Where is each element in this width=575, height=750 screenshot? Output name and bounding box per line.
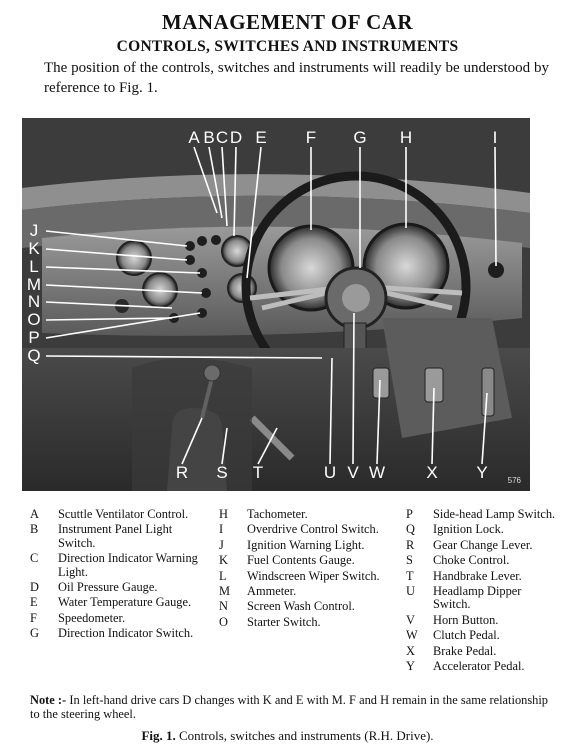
legend-text: Direction Indicator Switch.	[58, 626, 194, 641]
legend-item	[219, 616, 387, 629]
legend-text: Accelerator Pedal.	[433, 659, 525, 674]
legend-text: Speedometer.	[58, 610, 126, 625]
legend-key: E	[30, 595, 38, 610]
legend-text: Choke Control.	[433, 553, 510, 568]
legend-key: M	[219, 584, 231, 599]
top-callout-i: I	[492, 128, 498, 147]
legend-text: Water Temperature Gauge.	[58, 595, 192, 610]
legend-item	[30, 523, 200, 550]
legend-text: Instrument Panel Light Switch.	[58, 522, 173, 550]
left-callout-l: L	[29, 257, 39, 276]
intro-text: The position of the controls, switches and instruments will readily be understood by reference to Fig. 1.	[44, 60, 549, 96]
figure-caption	[0, 728, 575, 744]
caption-label: Fig. 1.	[141, 728, 176, 743]
legend-key: L	[219, 568, 227, 583]
legend-item	[406, 539, 556, 552]
top-callout-f: F	[305, 128, 317, 147]
legend-column-2	[219, 508, 387, 631]
note-label: Note :-	[30, 693, 67, 707]
top-leader-line	[495, 147, 496, 266]
legend-key: B	[30, 522, 39, 537]
legend-text: Ammeter.	[247, 584, 297, 599]
legend-item	[30, 627, 200, 640]
legend-text: Fuel Contents Gauge.	[247, 553, 355, 568]
legend-item	[219, 600, 387, 613]
legend-item	[30, 612, 200, 625]
legend-key: J	[219, 537, 224, 552]
legend-item	[30, 508, 200, 521]
legend-text: Headlamp Dipper Switch.	[433, 584, 522, 612]
legend-item	[406, 570, 556, 583]
legend-key: I	[219, 522, 224, 537]
legend-text: Clutch Pedal.	[433, 628, 500, 643]
bottom-callout-t: T	[252, 463, 264, 482]
legend-item	[219, 570, 387, 583]
legend-item	[406, 645, 556, 658]
legend-key: R	[406, 537, 415, 552]
legend-item	[406, 523, 556, 536]
legend-item	[219, 508, 387, 521]
bottom-callout-u: U	[323, 463, 337, 482]
legend-item	[219, 523, 387, 536]
legend-text: Gear Change Lever.	[433, 537, 533, 552]
legend-item	[406, 660, 556, 673]
legend-column-3	[406, 508, 556, 675]
legend-item	[219, 585, 387, 598]
legend-item	[406, 614, 556, 627]
top-callout-c: C	[215, 128, 229, 147]
legend-text: Screen Wash Control.	[247, 599, 355, 614]
legend-text: Starter Switch.	[247, 614, 321, 629]
legend-item	[406, 554, 556, 567]
note-paragraph	[30, 693, 548, 721]
legend-key: P	[406, 507, 413, 521]
legend-item	[406, 585, 556, 612]
dashboard-illustration	[22, 118, 530, 491]
legend-text: Side-head Lamp Switch.	[433, 507, 556, 521]
bottom-callout-r: R	[175, 463, 189, 482]
legend-key: Q	[406, 522, 415, 537]
plate-number: 576	[507, 476, 521, 485]
section-subtitle: CONTROLS, SWITCHES AND INSTRUMENTS	[116, 38, 459, 55]
dashboard-photo	[22, 118, 530, 491]
bottom-leader-line	[353, 313, 354, 464]
legend-key: A	[30, 507, 39, 521]
bottom-callout-x: X	[426, 463, 438, 482]
top-callout-g: G	[353, 128, 367, 147]
legend-text: Handbrake Lever.	[433, 568, 522, 583]
legend-item	[30, 552, 200, 579]
top-callout-e: E	[255, 128, 267, 147]
legend-column-1	[30, 508, 200, 643]
intro-paragraph	[44, 58, 549, 98]
left-callout-k: K	[28, 239, 40, 258]
legend-key: F	[30, 610, 37, 625]
legend-text: Tachometer.	[247, 507, 308, 521]
left-callout-o: O	[27, 310, 41, 329]
legend-text: Ignition Lock.	[433, 522, 504, 537]
left-callout-n: N	[27, 292, 41, 311]
top-callout-h: H	[399, 128, 413, 147]
legend-key: K	[219, 553, 228, 568]
left-callout-p: P	[28, 328, 40, 347]
page-title: MANAGEMENT OF CAR	[161, 10, 414, 34]
legend-key: V	[406, 612, 415, 627]
top-callout-a: A	[188, 128, 200, 147]
legend-key: G	[30, 626, 39, 641]
legend-key: N	[219, 599, 228, 614]
legend-key: W	[406, 628, 418, 643]
top-callout-d: D	[229, 128, 243, 147]
legend-key: C	[30, 551, 39, 566]
legend-text: Overdrive Control Switch.	[247, 522, 379, 537]
legend-key: D	[30, 580, 39, 595]
bottom-callout-s: S	[216, 463, 228, 482]
left-callout-q: Q	[27, 346, 41, 365]
legend-text: Windscreen Wiper Switch.	[247, 568, 380, 583]
legend-item	[406, 629, 556, 642]
legend-key: S	[406, 553, 413, 568]
legend-key: Y	[406, 659, 415, 674]
left-callout-m: M	[26, 275, 42, 294]
legend-text: Scuttle Ventilator Control.	[58, 507, 189, 521]
bottom-callout-v: V	[347, 463, 359, 482]
legend-item	[219, 539, 387, 552]
note-text: In left-hand drive cars D changes with K and E with M. F and H remain in the same relationship to the steering wheel.	[30, 693, 548, 721]
legend-text: Brake Pedal.	[433, 643, 497, 658]
bottom-callout-w: W	[368, 463, 386, 482]
legend-key: X	[406, 643, 415, 658]
caption-text: Controls, switches and instruments (R.H. Drive).	[179, 728, 434, 743]
legend-item	[219, 554, 387, 567]
left-callout-j: J	[29, 221, 39, 240]
legend-text: Horn Button.	[433, 612, 499, 627]
legend-item	[406, 508, 556, 521]
legend-text: Ignition Warning Light.	[247, 537, 365, 552]
legend-key: T	[406, 568, 414, 583]
legend-item	[30, 596, 200, 609]
bottom-callout-y: Y	[476, 463, 488, 482]
legend-item	[30, 581, 200, 594]
legend-text: Direction Indicator Warning Light.	[58, 551, 198, 579]
legend-key: U	[406, 584, 415, 599]
legend-key: H	[219, 507, 228, 521]
legend-text: Oil Pressure Gauge.	[58, 580, 158, 595]
top-callout-b: B	[203, 128, 215, 147]
legend-key: O	[219, 614, 228, 629]
